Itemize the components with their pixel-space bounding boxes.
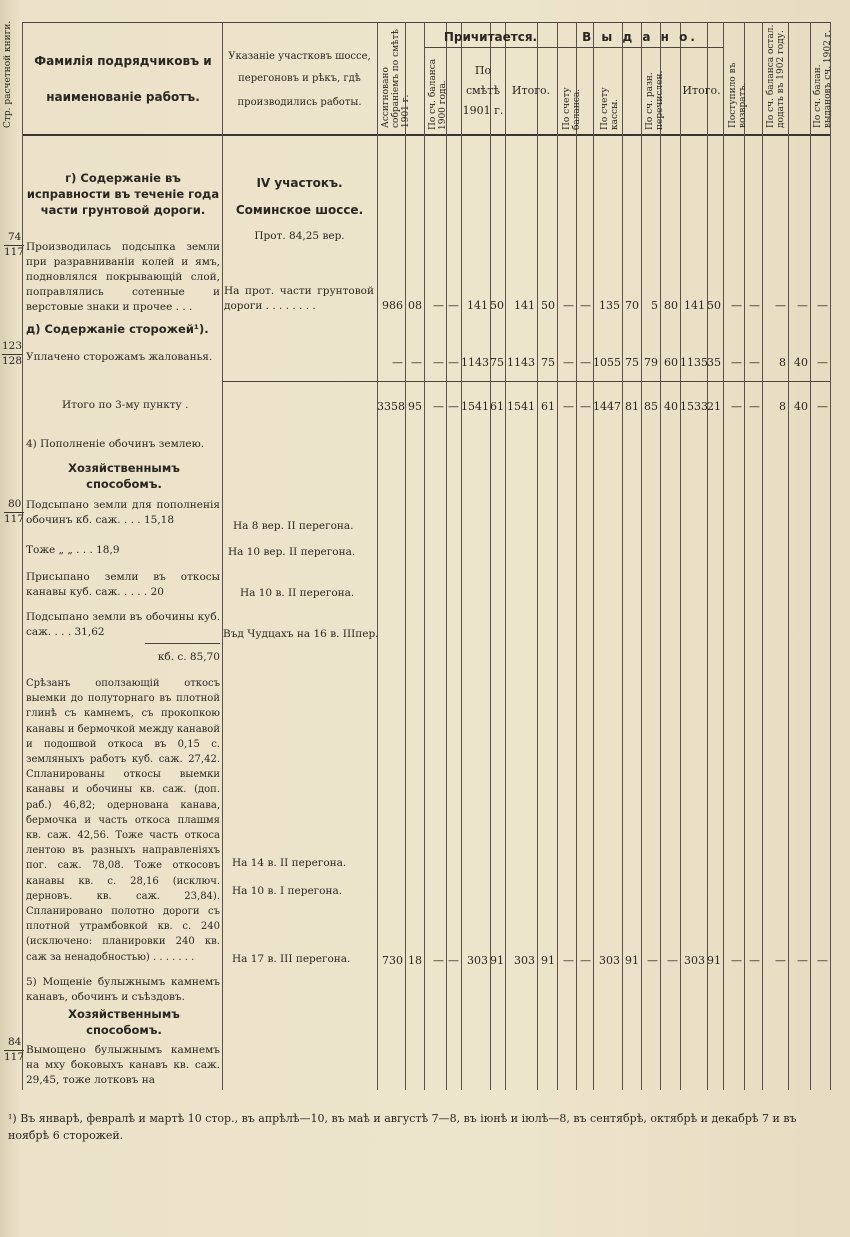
- value-cell: —: [448, 400, 459, 413]
- value-cell: —: [749, 400, 760, 413]
- value-cell: —: [817, 400, 828, 413]
- col-rule: [22, 22, 23, 1090]
- section-g-title: г) Содержаніе въ исправности въ теченіе года части грунтовой дороги.: [26, 171, 220, 217]
- value-cell: 1541: [461, 400, 489, 413]
- header-sites-1: Указаніе участковъ шоссе,: [228, 51, 371, 62]
- value-cell: —: [817, 299, 828, 312]
- ref-123: 123: [2, 340, 23, 352]
- value-cell: —: [749, 954, 760, 967]
- value-cell: —: [433, 356, 444, 369]
- ref-84: 84: [8, 1036, 22, 1048]
- work-1-site: На прот. части грунтовой дороги . . . . . . . .: [224, 285, 374, 312]
- col-rule: [405, 22, 406, 1090]
- item-sum: кб. с. 85,70: [157, 651, 220, 663]
- value-cell: 1143: [461, 356, 489, 369]
- col-rule: [680, 22, 681, 1090]
- header-book-page: Стр. расчетной книги.: [3, 20, 13, 128]
- value-cell: 21: [707, 400, 721, 413]
- value-cell: —: [731, 356, 742, 369]
- value-cell: —: [731, 400, 742, 413]
- long-site-1: На 14 в. II перегона.: [232, 857, 347, 869]
- value-cell: 50: [541, 299, 555, 312]
- value-cell: 303: [684, 954, 705, 967]
- value-cell: —: [563, 954, 574, 967]
- value-cell: 91: [707, 954, 721, 967]
- sum-rule: [145, 643, 220, 644]
- section-g-site-3: Прот. 84,25 вер.: [254, 230, 345, 242]
- value-cell: 91: [541, 954, 555, 967]
- header-est1901-b: смѣтѣ: [465, 84, 501, 97]
- value-cell: 60: [664, 356, 678, 369]
- header-remain: По сч. баланса остал. додать въ 1902 году.: [766, 24, 786, 128]
- item-1: Подсыпано земли для пополненія обочинъ кб. саж. . . . 15,18: [26, 499, 220, 526]
- header-1902: По сч. балан. выдановъ сч. 1902 г.: [813, 29, 833, 128]
- work-1-text: Производилась подсыпка земли при разравниваніи колей и ямъ, подновлялся покрывающій слой, поправлялись сотенные и верстовые знаки и прочее . . .: [26, 241, 220, 313]
- value-cell: 303: [467, 954, 488, 967]
- value-cell: 61: [490, 400, 504, 413]
- section-5-method: Хозяйственнымъ способомъ.: [68, 1007, 180, 1037]
- value-cell: 70: [625, 299, 639, 312]
- value-cell: 141: [684, 299, 705, 312]
- value-cell: 18: [408, 954, 422, 967]
- section-5-text: Вымощено булыжнымъ камнемъ на мху боковыхъ канавъ кв. саж. 29,45, тоже лотковъ на: [26, 1044, 220, 1086]
- value-cell: 8: [779, 400, 786, 413]
- header-assigned: Ассигновано собраніемъ по смѣтѣ 1901 г.: [381, 29, 411, 128]
- value-cell: 91: [490, 954, 504, 967]
- value-cell: —: [448, 299, 459, 312]
- total-top-rule: [222, 381, 830, 382]
- col-rule: [762, 22, 763, 1090]
- col-rule: [788, 22, 789, 1090]
- item-3: Присыпано земли въ откосы канавы куб. саж. . . . . 20: [26, 571, 220, 598]
- value-cell: 91: [625, 954, 639, 967]
- ref-128: 128: [2, 355, 23, 367]
- col-rule: [490, 22, 491, 1090]
- value-cell: —: [797, 954, 808, 967]
- value-cell: —: [563, 299, 574, 312]
- value-cell: —: [647, 954, 658, 967]
- section-5-title: 5) Мощеніе булыжнымъ камнемъ канавъ, обочинъ и съѣздовъ.: [26, 976, 220, 1003]
- value-cell: —: [580, 400, 591, 413]
- ref-80: 80: [8, 498, 22, 510]
- value-cell: 1533: [680, 400, 708, 413]
- value-cell: 303: [514, 954, 535, 967]
- value-cell: 1541: [507, 400, 535, 413]
- col-rule: [593, 22, 594, 1090]
- value-cell: 95: [408, 400, 422, 413]
- value-cell: 81: [625, 400, 639, 413]
- value-cell: —: [580, 299, 591, 312]
- header-sites-2: перегоновъ и рѣкъ, гдѣ: [238, 73, 361, 84]
- value-cell: —: [775, 299, 786, 312]
- value-cell: —: [563, 400, 574, 413]
- value-cell: 40: [794, 400, 808, 413]
- value-cell: —: [731, 954, 742, 967]
- header-due-group: Причитается.: [443, 30, 538, 44]
- footnote: ¹) Въ январѣ, февралѣ и мартѣ 10 стор., въ апрѣлѣ—10, въ маѣ и августѣ 7—8, въ іюнѣ и іюлѣ—8, въ сентябрѣ, октябрѣ и декабрѣ 7 и въ ноябрѣ 6 сторожей.: [8, 1112, 797, 1142]
- value-cell: 303: [599, 954, 620, 967]
- value-cell: 40: [664, 400, 678, 413]
- long-site-3: На 17 в. III перегона.: [232, 953, 351, 965]
- section-4-method: Хозяйственнымъ способомъ.: [68, 461, 180, 491]
- col-rule: [461, 22, 462, 1090]
- header-names-1: Фамилія подрядчиковъ и: [34, 54, 212, 68]
- value-cell: 8: [779, 356, 786, 369]
- value-cell: 5: [651, 299, 658, 312]
- value-cell: 135: [599, 299, 620, 312]
- col-rule: [424, 22, 425, 1090]
- value-cell: 08: [408, 299, 422, 312]
- ref-74: 74: [8, 231, 22, 243]
- value-cell: 35: [707, 356, 721, 369]
- header-names-2: наименованіе работъ.: [46, 90, 200, 104]
- value-cell: —: [433, 954, 444, 967]
- item-1-site: На 8 вер. II перегона.: [233, 520, 354, 532]
- header-total2: Итого.: [682, 84, 721, 97]
- header-returned: Поступило въ возвратъ.: [728, 62, 748, 128]
- header-est1901-c: 1901 г.: [462, 104, 504, 117]
- value-cell: 730: [382, 954, 403, 967]
- value-cell: —: [817, 954, 828, 967]
- value-cell: —: [580, 356, 591, 369]
- col-rule: [660, 22, 661, 1090]
- item-4-site: Въд Чудцахъ на 16 в. IIIпер.: [223, 628, 379, 640]
- section-4-title: 4) Пополненіе обочинъ землею.: [26, 438, 205, 450]
- value-cell: 1143: [507, 356, 535, 369]
- value-cell: —: [433, 299, 444, 312]
- value-cell: —: [775, 954, 786, 967]
- section-g-site-1: IV участокъ.: [256, 176, 343, 190]
- paid-group-rule: [557, 47, 723, 48]
- value-cell: 986: [382, 299, 403, 312]
- total-label: Итого по 3-му пункту .: [62, 399, 189, 411]
- value-cell: —: [448, 356, 459, 369]
- item-2: Тоже „ „ . . . 18,9: [26, 544, 120, 556]
- value-cell: 75: [490, 356, 504, 369]
- value-cell: 80: [664, 299, 678, 312]
- col-rule: [537, 22, 538, 1090]
- value-cell: —: [448, 954, 459, 967]
- col-rule: [830, 22, 831, 1090]
- long-work-text: Срѣзанъ оползающій откосъ выемки до полуторнаго въ плотной глинѣ съ камнемъ, съ прокопкою канавы и бермочкой между канавой и подошвой откоса въ 0,15 с. земляныхъ работъ куб. саж. 27,42. Спланированы откосы выемки канавы и обочины кв. саж. (доп. раб.) 46,82; одернована канава, бермочка и часть откоса плашмя кв. саж. 42,56. Тоже часть откоса лентою въ разныхъ направленіяхъ пог. саж. 78,08. Тоже откосовъ канавы кв. с. 28,16 (исключ. дерновъ. кв. саж. 23,84). Спланировано полотно дороги съ плотной утрамбовкой кв. с. 240 (исключено: планировки 240 кв. саж за ненадобностью) . . . . . . .: [26, 678, 220, 963]
- value-cell: 3358: [377, 400, 405, 413]
- section-d-title: д) Содержаніе сторожей¹).: [26, 322, 209, 336]
- value-cell: 75: [625, 356, 639, 369]
- value-cell: —: [433, 400, 444, 413]
- value-cell: —: [797, 299, 808, 312]
- value-cell: —: [563, 356, 574, 369]
- header-misc: По сч. разн. перечислен.: [645, 70, 665, 130]
- value-cell: —: [411, 356, 422, 369]
- header-total1: Итого.: [511, 84, 551, 97]
- ref-117a: 117: [4, 246, 25, 258]
- col-rule: [557, 22, 558, 1090]
- value-cell: 141: [467, 299, 488, 312]
- value-cell: 50: [490, 299, 504, 312]
- value-cell: 40: [794, 356, 808, 369]
- work-2-text: Уплачено сторожамъ жалованья.: [26, 351, 213, 363]
- col-rule: [446, 22, 447, 1090]
- header-paid-group: В ы д а н о.: [582, 30, 698, 44]
- item-4: Подсыпано земли въ обочины куб. саж. . . . 31,62: [26, 611, 220, 638]
- value-cell: 141: [514, 299, 535, 312]
- item-2-site: На 10 вер. II перегона.: [228, 546, 356, 558]
- value-cell: 61: [541, 400, 555, 413]
- header-bal1900: По сч. баланса 1900 года.: [428, 58, 448, 130]
- header-cash: По счету кассы.: [600, 87, 620, 130]
- ref-117c: 117: [4, 1051, 25, 1063]
- value-cell: —: [749, 299, 760, 312]
- header-bal-acc: По счету баланса.: [562, 87, 582, 130]
- value-cell: —: [817, 356, 828, 369]
- section-g-site-2: Соминское шоссе.: [235, 203, 364, 217]
- col-rule: [641, 22, 642, 1090]
- col-rule: [377, 22, 378, 1090]
- value-cell: 85: [644, 400, 658, 413]
- item-3-site: На 10 в. II перегона.: [240, 587, 355, 599]
- header-bottom-rule: [22, 134, 830, 136]
- ref-117b: 117: [4, 513, 25, 525]
- table-top-rule: [22, 22, 830, 23]
- value-cell: —: [731, 299, 742, 312]
- value-cell: —: [749, 356, 760, 369]
- value-cell: —: [580, 954, 591, 967]
- col-rule: [723, 22, 724, 1090]
- value-cell: 1447: [593, 400, 621, 413]
- header-sites-3: производились работы.: [237, 97, 362, 108]
- value-cell: 75: [541, 356, 555, 369]
- value-cell: —: [667, 954, 678, 967]
- col-rule: [707, 22, 708, 1090]
- value-cell: 1055: [593, 356, 621, 369]
- header-est1901-a: По: [474, 64, 492, 77]
- col-rule: [810, 22, 811, 1090]
- value-cell: 50: [707, 299, 721, 312]
- value-cell: 79: [644, 356, 658, 369]
- col-rule: [505, 22, 506, 1090]
- col-rule: [576, 22, 577, 1090]
- value-cell: 1135: [680, 356, 708, 369]
- value-cell: —: [392, 356, 403, 369]
- long-site-2: На 10 в. I перегона.: [232, 885, 343, 897]
- col-rule: [622, 22, 623, 1090]
- col-rule: [744, 22, 745, 1090]
